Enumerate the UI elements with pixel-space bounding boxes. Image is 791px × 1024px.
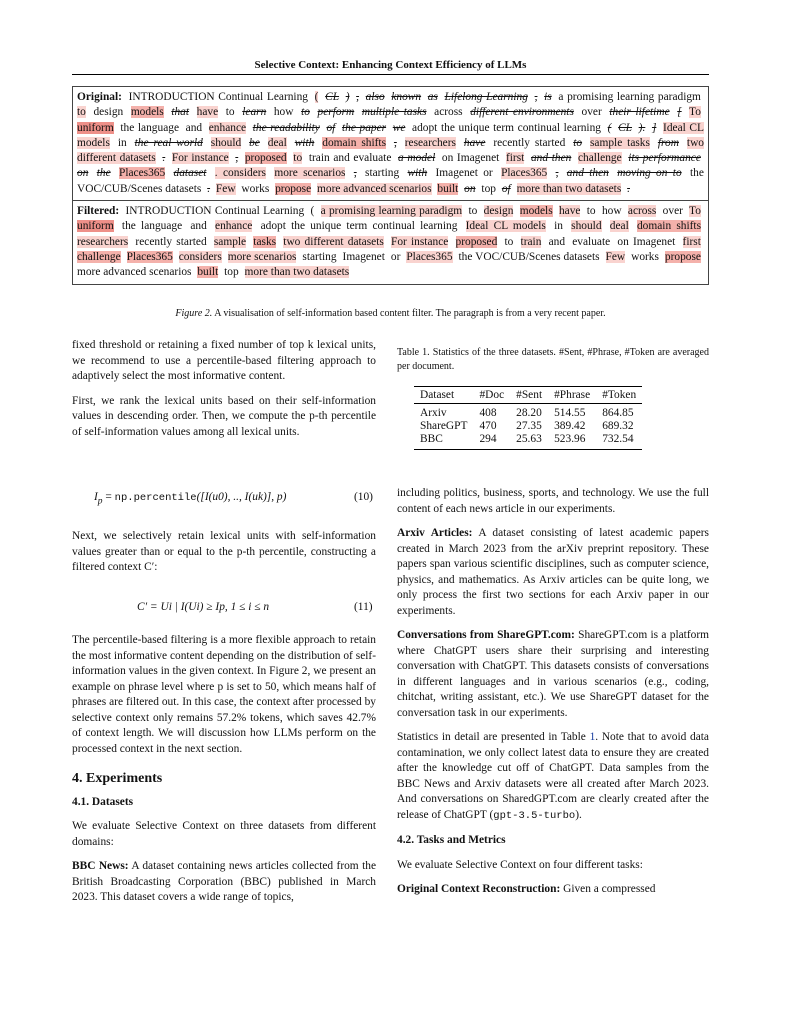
removed-token: , [534,91,538,103]
kept-token: how [601,205,622,218]
removed-token: and then [566,167,609,180]
kept-token: adopt the unique term continual learning [412,121,601,134]
removed-token: to [573,136,583,149]
paragraph: First, we rank the lexical units based on their self-information values in descending order. Then, we compute the p-th percentile of self-information values among all lexical units. [72,394,376,438]
removed-token: we [392,121,406,134]
table-cell: 470 [479,420,497,432]
kept-token: first [682,235,701,248]
kept-token: train and evaluate [308,152,392,165]
kept-token: adopt the unique term continual learning [260,220,458,233]
kept-token: more than two datasets [516,182,622,195]
paragraph: including politics, business, sports, and technology. We use the full content of each news article in our experiments. [397,487,709,515]
equation-number: (11) [354,601,373,613]
subsection-heading: 4.2. Tasks and Metrics [397,834,506,846]
equation-number: (10) [354,491,373,503]
kept-token: train [520,235,542,248]
table-caption: Table 1. Statistics of the three datasets. #Sent, #Phrase, #Token are averaged per document. [397,347,709,372]
table-cell: 864.85 [602,407,634,419]
equation-11: C′ = Ui | I(Ui) ≥ Ip, 1 ≤ i ≤ n [137,601,270,613]
kept-token: in [117,136,127,149]
table-row [414,433,642,450]
kept-token: enhance [215,220,253,233]
removed-token: their lifetime [609,106,670,119]
paragraph: We evaluate Selective Context on four different tasks: [397,858,643,871]
equation-10: $I_p$ = np.percentile([I(u0), .., I(uk)], p) [94,491,287,507]
kept-token: deal [267,136,287,149]
kept-token: challenge [578,152,622,165]
removed-token: its performance [628,152,701,165]
removed-token: ). [638,121,646,134]
kept-token: Places365 [119,167,166,180]
table-cell: 408 [479,407,497,419]
removed-token: , [555,167,559,180]
table-ref-link[interactable]: 1 [589,731,596,743]
kept-token: Few [215,182,236,195]
left-column-bottom [72,633,376,915]
removed-token: the paper [341,121,387,134]
original-text-box [73,87,708,200]
paragraph: Next, we selectively retain lexical units with self-information values greater than or equal to the p-th percentile, constructing a filtered context C′: [72,530,376,573]
kept-token: to [77,106,86,119]
kept-token: over [662,205,683,218]
table-cell: 389.42 [554,420,586,432]
kept-token: on Imagenet [617,235,676,248]
kept-token: top [224,266,239,279]
removed-token: , [356,91,360,103]
table-header: #Token [602,389,637,401]
removed-token: different environments [470,106,574,119]
paragraph: The percentile-based filtering is a more flexible approach to retain the most informative content depending on the distribution of self-information values in the given context. In Figure 2, we present an example on phrase level where p is set to 50, which means half of phrases are filtered out. In this case, the context after processed by selective context only remains 57.2% tokens, which saves 42.7% of context length. We will discussion how LLMs perform on the processed context in the next section. [72,634,376,755]
table-cell: 27.35 [516,420,542,432]
removed-token: , [235,152,239,165]
kept-token: to [504,235,514,248]
kept-token: recently started [493,136,566,149]
kept-token: built [197,266,219,279]
removed-token: on [77,167,89,180]
table-cell: 28.20 [516,407,542,419]
kept-token: Ideal CL models [465,220,546,233]
paragraph: Conversations from ShareGPT.com: ShareGPT.com is a platform where ChatGPT users share their surprising and interesting conversation with ChatGPT. This datasets consists of conversations in different languages and in various scenarios (e.g., coding, chitchat, writing assistant, etc.). We use ShareGPT dataset for the conversation task in our experiments. [397,629,709,719]
removed-token: , [353,167,357,180]
kept-token: sample [213,235,247,248]
table-header-row [414,387,642,404]
kept-token: the language [121,220,183,233]
kept-token: models [130,106,164,119]
removed-token: moving on to [617,167,682,180]
kept-token: should [571,220,602,233]
running-head: Selective Context: Enhancing Context Efficiency of LLMs [254,59,527,71]
kept-token: domain shifts [322,136,387,149]
figure-caption: Figure 2. A visualisation of self-information based content filter. The paragraph is from a very recent paper. [175,308,606,319]
figure-2 [72,86,709,285]
removed-token: on [464,182,476,195]
table-header: #Sent [516,389,543,401]
kept-token: design [483,205,514,218]
kept-token: considers [178,250,222,263]
kept-token: have [558,205,581,218]
paragraph: BBC News: A dataset containing news articles collected from the British Broadcasting Corporation (BBC) published in March 2023. This dataset covers a wide range of topics, [72,860,376,903]
kept-token: propose [664,250,701,263]
removed-token: be [249,136,260,149]
table-cell: 523.96 [554,433,586,445]
kept-token: deal [609,220,629,233]
removed-token: from [657,136,679,149]
removed-token: have [463,136,486,149]
kept-token: Ideal CL models [77,121,704,149]
kept-token: proposed [244,152,287,165]
kept-token: a promising learning paradigm [320,205,463,218]
table-cell: 294 [479,433,497,445]
kept-token: To [689,106,701,119]
kept-token: two different datasets [283,235,384,248]
removed-token: . [162,152,166,165]
kept-token: uniform [77,220,114,233]
kept-token: propose [275,182,312,195]
kept-token: in [554,220,563,233]
kept-token: more scenarios [274,167,346,180]
removed-token: learn [242,106,267,119]
removed-token: to [301,106,310,119]
filtered-label: Filtered: [77,205,120,218]
table-row [414,420,642,433]
removed-token: of [326,121,336,134]
kept-token: how [273,106,294,119]
paragraph: We evaluate Selective Context on three datasets from different domains: [72,820,376,848]
removed-token: multiple tasks [361,106,427,119]
kept-token: more scenarios [227,250,297,263]
removed-token: the [96,167,111,180]
kept-token: first [505,152,525,165]
kept-token: the VOC/CUB/Scenes datasets [458,250,600,263]
kept-token: across [434,106,463,119]
kept-token: to [586,205,596,218]
kept-token: more advanced scenarios [317,182,432,195]
kept-token: built [437,182,459,195]
kept-token: to [225,106,235,119]
kept-token: INTRODUCTION Continual Learning [125,205,305,218]
kept-token: works [241,182,270,195]
left-column-mid [72,529,376,585]
kept-token: across [627,205,657,218]
table-cell: 689.32 [602,420,634,432]
kept-token: sample tasks [589,136,650,149]
table-header: #Phrase [554,389,591,401]
kept-token: researchers [77,235,129,248]
removed-token: the readability [252,121,320,134]
table-cell: 25.63 [516,433,542,445]
kept-token: to [293,152,303,165]
header-rule [72,74,709,75]
kept-token: researchers [404,136,456,149]
kept-token: ( [314,91,319,103]
removed-token: . [627,182,630,195]
kept-token: and [548,235,566,248]
table-cell: BBC [420,433,443,445]
removed-token: that [171,106,190,119]
kept-token: evaluate [572,235,611,248]
kept-token: starting [365,167,400,180]
kept-token: on Imagenet [441,152,500,165]
kept-token: INTRODUCTION Continual Learning [128,91,308,103]
kept-token: Imagenet [342,250,385,263]
removed-token: ] [651,121,657,134]
removed-token: with [294,136,315,149]
right-column [397,486,709,907]
table-header: Dataset [420,389,455,401]
kept-token: over [581,106,602,119]
kept-token: Places365 [406,250,453,263]
removed-token: ) [345,91,350,103]
kept-token: Imagenet or [435,167,493,180]
removed-token: also [365,91,385,103]
kept-token: starting [302,250,337,263]
removed-token: of [501,182,511,195]
kept-token: recently started [135,235,207,248]
kept-token: more than two datasets [244,266,350,279]
kept-token: two different datasets [77,136,704,165]
kept-token: and [190,220,207,233]
kept-token: Places365 [126,250,173,263]
left-column-top [72,338,376,449]
kept-token: uniform [77,121,114,134]
removed-token: a model [398,152,436,165]
kept-token: challenge [77,250,121,263]
kept-token: proposed [455,235,498,248]
table-row [414,404,642,421]
table-cell: 732.54 [602,433,634,445]
removed-token: with [407,167,428,180]
kept-token: should [210,136,242,149]
kept-token: For instance [391,235,449,248]
subsection-heading: 4.1. Datasets [72,795,134,808]
kept-token: models [519,205,553,218]
table-cell: ShareGPT [420,420,468,432]
kept-token: and [185,121,203,134]
kept-token: to [468,205,478,218]
paragraph: Arxiv Articles: A dataset consisting of latest academic papers created in March 2023 from the arXiv preprint repository. These papers span various scientific disciplines, such as computer science, physics, and mathematics. As Arxiv articles can be quite long, we only process the first two sections for each Arxiv paper in our experiments. [397,527,709,617]
kept-token: enhance [208,121,247,134]
kept-token: a promising learning paradigm [558,91,701,103]
paragraph: Statistics in detail are presented in Table 1. Note that to avoid data contamination, we only collect latest data to ensure they are created after the knowledge cut off of ChatGPT. Data samples from the BBC News and Arxiv datasets were all created after March 2023. And conversations on SharedGPT.com are clearly created after the release of ChatGPT (gpt-3.5-turbo). [397,731,709,822]
kept-token: have [196,106,219,119]
kept-token: Places365 [501,167,548,180]
kept-token: For instance [171,152,229,165]
kept-token: design [93,106,124,119]
kept-token: ( [310,205,315,218]
kept-token: or [390,250,401,263]
removed-token: CL [618,121,633,134]
paragraph: Original Context Reconstruction: Given a compressed [397,883,656,895]
table-cell: 514.55 [554,407,586,419]
kept-token: . considers [214,167,266,180]
paragraph: fixed threshold or retaining a fixed number of top k lexical units, we recommend to use a percentile-based filtering approach to adaptively select the most informative content. [72,339,376,382]
removed-token: known [391,91,422,103]
removed-token: is [544,91,552,103]
kept-token: Few [605,250,626,263]
removed-token: CL [325,91,340,103]
removed-token: perform [317,106,355,119]
removed-token: ( [607,121,612,134]
kept-token: more advanced scenarios [77,266,192,279]
removed-token: Lifelong Learning [444,91,528,103]
kept-token: the language [120,121,180,134]
kept-token: the VOC/CUB/Scenes datasets [77,167,704,195]
removed-token: . [207,182,211,195]
kept-token: domain shifts [636,220,702,233]
removed-token: as [427,91,438,103]
filtered-text-box [73,200,708,283]
kept-token: To [689,205,701,218]
kept-token: top [481,182,496,195]
removed-token: the real world [134,136,203,149]
table-header: #Doc [479,389,505,401]
removed-token: dataset [173,167,207,180]
kept-token: works [631,250,659,263]
section-heading: 4. Experiments [72,771,163,786]
stats-table [414,386,642,450]
removed-token: [ [677,106,682,119]
table-cell: Arxiv [420,407,447,419]
original-label: Original: [77,91,122,103]
kept-token: tasks [253,235,277,248]
removed-token: , [393,136,397,149]
removed-token: and then [530,152,572,165]
